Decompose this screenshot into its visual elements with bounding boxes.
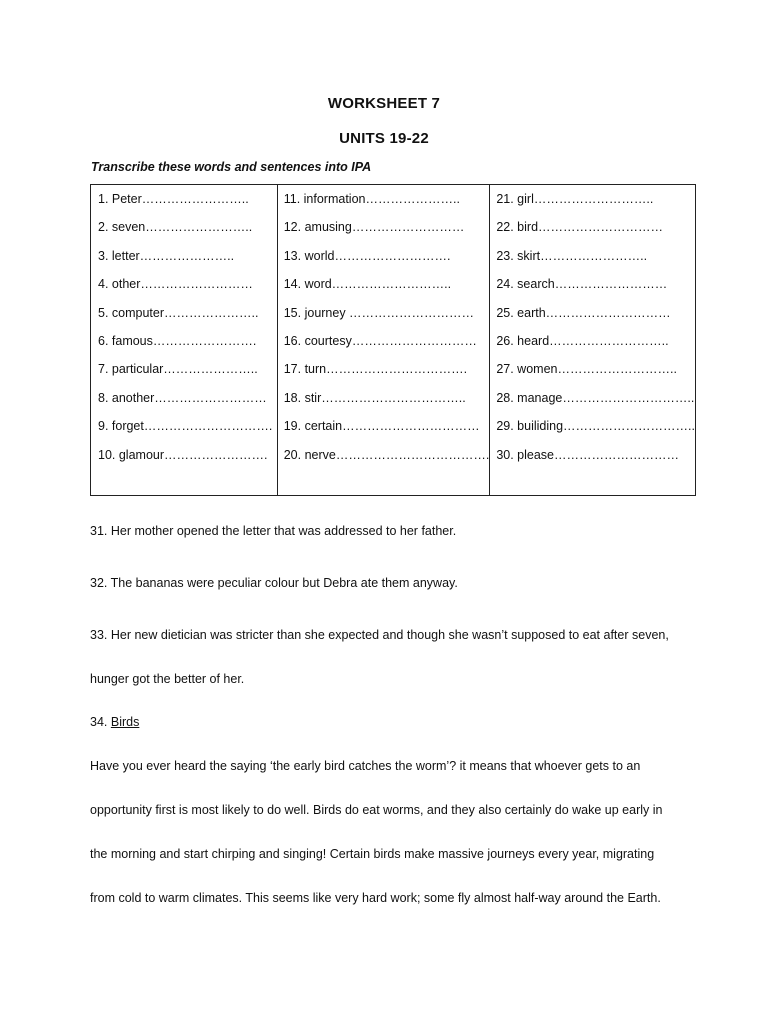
word-item: 1. Peter…………………….. — [98, 192, 249, 206]
word-item: 24. search……………………… — [496, 277, 668, 292]
passage-line: Have you ever heard the saying ‘the early bird catches the worm’? it means that whoever gets to an — [90, 759, 641, 773]
passage-line: from cold to warm climates. This seems like very hard work; some fly almost half-way around the Earth. — [90, 891, 661, 905]
word-item: 20. nerve………………………………. — [283, 447, 490, 462]
word-column-2 — [277, 185, 490, 495]
word-item: 10. glamour……………………. — [98, 447, 268, 462]
passage-line: the morning and start chirping and singing! Certain birds make massive journeys every year, migrating — [90, 847, 655, 861]
sentence-33-continued: hunger got the better of her. — [90, 672, 245, 686]
word-item: 17. turn……………………………. — [283, 362, 468, 377]
word-item: 27. women……………………….. — [496, 362, 677, 377]
word-item: 30. please………………………… — [496, 447, 680, 462]
word-item: 25. earth………………………… — [496, 305, 671, 320]
word-item: 14. word……………………….. — [283, 277, 452, 292]
word-column-3 — [489, 185, 695, 495]
passage-title: Birds — [110, 715, 140, 729]
word-item: 4. other……………………… — [98, 277, 253, 292]
word-table — [90, 184, 696, 496]
word-item: 11. information………………….. — [283, 192, 460, 206]
word-item: 15. journey ………………………… — [283, 305, 475, 320]
word-item: 9. forget…………………………. — [98, 419, 273, 434]
sentence-32: 32. The bananas were peculiar colour but Debra ate them anyway. — [90, 576, 458, 590]
word-item: 3. letter………………….. — [98, 248, 235, 263]
sentence-33: 33. Her new dietician was stricter than she expected and though she wasn’t supposed to eat after seven, — [90, 628, 669, 642]
word-item: 7. particular………………….. — [98, 362, 258, 377]
word-item: 29. builiding………………………….. — [496, 419, 695, 434]
word-item: 19. certain…………………………… — [283, 419, 480, 434]
units-heading: UNITS 19-22 — [339, 130, 429, 147]
passage-heading — [90, 715, 139, 729]
worksheet-title: WORKSHEET 7 — [327, 95, 441, 112]
word-item: 12. amusing……………………… — [283, 220, 465, 235]
sentence-31: 31. Her mother opened the letter that was addressed to her father. — [90, 524, 457, 538]
passage-number: 34. — [90, 715, 111, 729]
word-item: 2. seven…………………….. — [98, 220, 253, 235]
word-column-1 — [91, 185, 277, 495]
word-item: 16. courtesy………………………… — [283, 333, 477, 348]
word-item: 6. famous……………………. — [98, 333, 257, 348]
word-item: 13. world………………………. — [283, 248, 451, 263]
word-item: 28. manage………………………….. — [496, 390, 695, 405]
word-item: 21. girl……………………….. — [496, 192, 654, 206]
word-item: 8. another……………………… — [98, 390, 267, 405]
instruction-text: Transcribe these words and sentences into IPA — [91, 160, 372, 174]
word-item: 23. skirt…………………….. — [496, 248, 648, 263]
word-item: 5. computer………………….. — [98, 305, 259, 320]
word-item: 22. bird………………………… — [496, 220, 664, 235]
passage-line: opportunity first is most likely to do well. Birds do eat worms, and they also certainly do wake up early in — [90, 803, 663, 817]
word-item: 18. stir…………………………….. — [283, 390, 466, 405]
word-item: 26. heard……………………….. — [496, 333, 669, 348]
